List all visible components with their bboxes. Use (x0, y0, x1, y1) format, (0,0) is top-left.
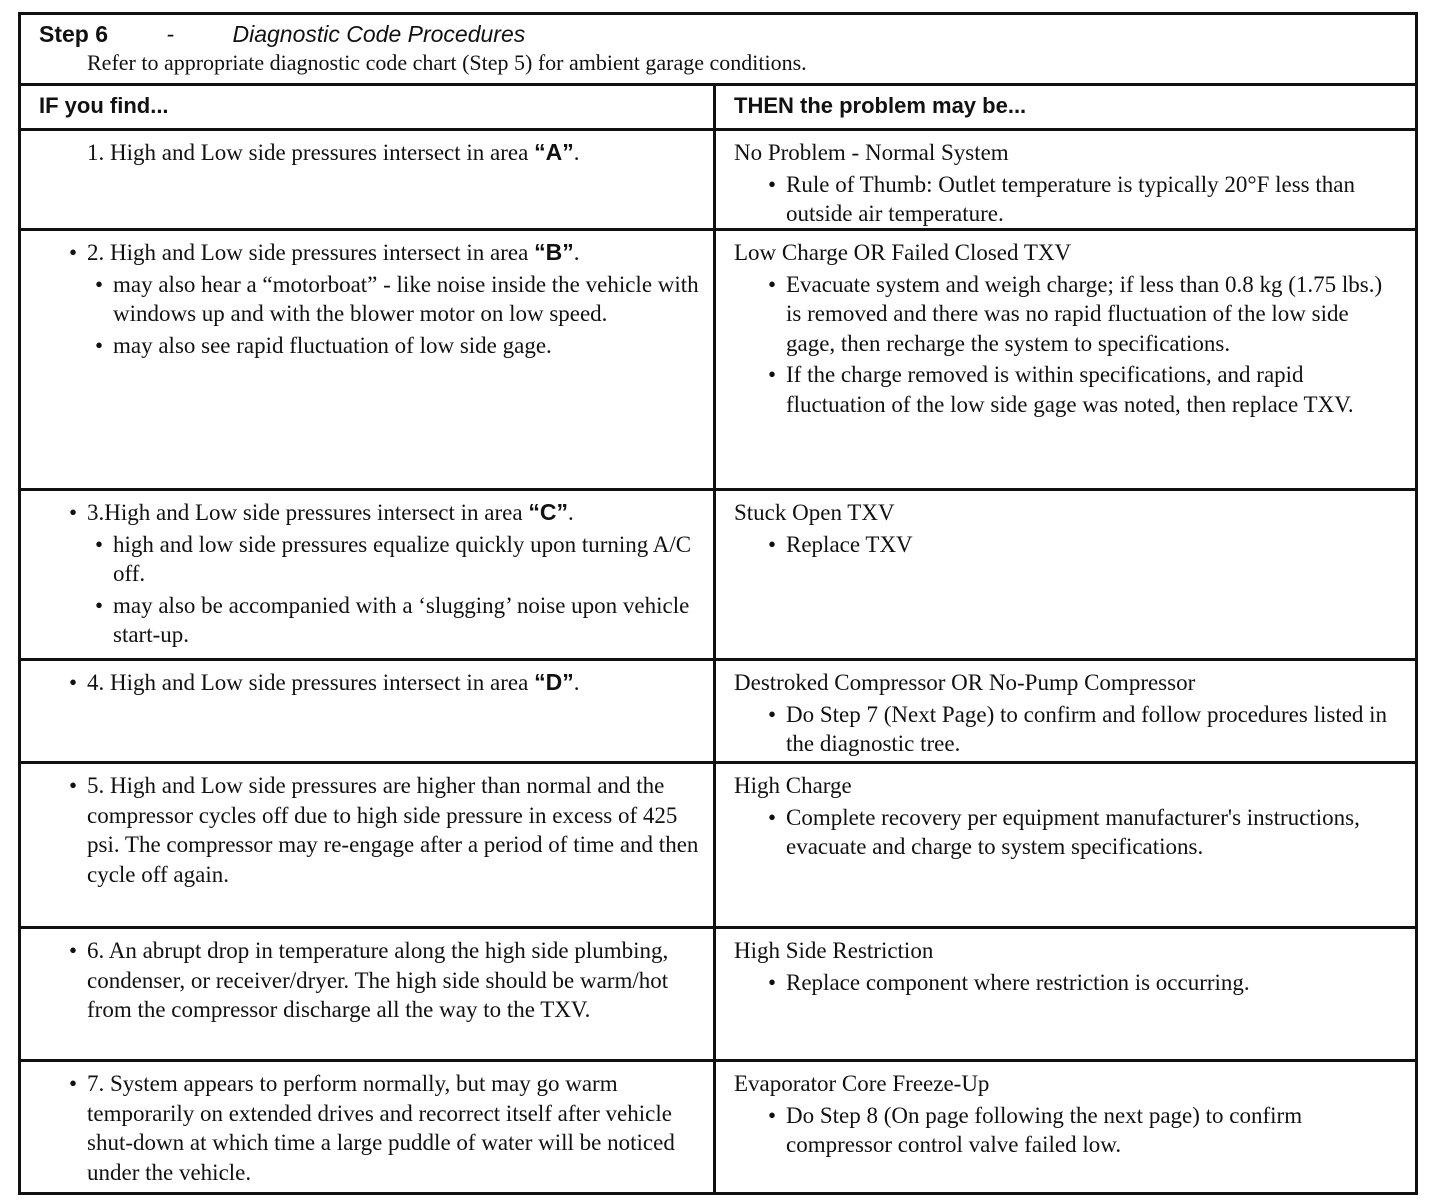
finding-cell (21, 661, 716, 761)
area-label: “B” (534, 239, 574, 265)
bullet-icon: • (69, 670, 78, 695)
finding-description: 2. High and Low side pressures intersect in area (87, 240, 535, 265)
corrective-action-text: Replace TXV (786, 531, 913, 557)
problem-title: Stuck Open TXV (734, 500, 895, 525)
step-number: Step 6 (39, 21, 109, 47)
finding-detail (61, 331, 699, 361)
area-label: “C” (528, 499, 568, 525)
bullet-icon: • (95, 271, 104, 297)
finding-cell (21, 131, 716, 228)
problem-cell (716, 131, 1415, 228)
finding-text (61, 1069, 699, 1187)
bullet-icon: • (95, 592, 104, 618)
bullet-icon: • (768, 804, 777, 830)
finding-cell (21, 491, 716, 658)
finding-text (61, 238, 699, 268)
finding-cell (21, 764, 716, 926)
area-label: “A” (534, 139, 574, 165)
table-row (21, 929, 1415, 1062)
corrective-action-text: Do Step 8 (On page following the next page) to confirm compressor control valve failed low. (786, 1102, 1303, 1157)
bullet-icon: • (95, 531, 104, 557)
finding-description: 4. High and Low side pressures intersect in area (87, 670, 535, 695)
bullet-icon: • (69, 500, 78, 525)
problem-cell (716, 929, 1415, 1059)
corrective-action (734, 1101, 1399, 1160)
bullet-icon: • (69, 1071, 78, 1096)
finding-punctuation: . (567, 500, 574, 525)
table-row (21, 661, 1415, 764)
bullet-icon: • (69, 773, 78, 798)
step-note: Refer to appropriate diagnostic code chart (Step 5) for ambient garage conditions. (87, 50, 807, 75)
finding-detail-text: may also be accompanied with a ‘slugging’ noise upon vehicle start-up. (113, 592, 690, 647)
bullet-icon: • (95, 332, 104, 358)
finding-detail-text: may also hear a “motorboat” - like noise inside the vehicle with windows up and with the blower motor on low speed. (113, 271, 699, 326)
step-title (39, 19, 1415, 49)
problem-cell (716, 491, 1415, 658)
bullet-icon: • (69, 938, 78, 963)
problem-title: High Charge (734, 773, 852, 798)
finding-description: 3.High and Low side pressures intersect in area (87, 500, 529, 525)
table-body (21, 131, 1415, 1192)
bullet-icon: • (768, 271, 777, 297)
finding-cell (21, 929, 716, 1059)
finding-detail (61, 270, 699, 329)
finding-description: 7. System appears to perform normally, but may go warm temporarily on extended drives and recorrect itself after vehicle shut-down at which time a large puddle of water will be noticed under the vehicle. (87, 1071, 675, 1185)
finding-punctuation: . (573, 140, 580, 165)
corrective-action-text: Do Step 7 (Next Page) to confirm and follow procedures listed in the diagnostic tree. (786, 701, 1388, 756)
column-headers (21, 86, 1415, 131)
problem-title: Evaporator Core Freeze-Up (734, 1071, 990, 1096)
problem-title: Low Charge OR Failed Closed TXV (734, 240, 1072, 265)
diagnostic-procedures-table (18, 12, 1418, 1195)
table-row (21, 491, 1415, 661)
finding-punctuation: . (573, 670, 580, 695)
finding-text (61, 771, 699, 889)
step-header (21, 15, 1415, 86)
problem-title: Destroked Compressor OR No-Pump Compressor (734, 670, 1196, 695)
finding-detail (61, 530, 699, 589)
table-row (21, 1062, 1415, 1192)
bullet-icon: • (768, 969, 777, 995)
finding-description: 6. An abrupt drop in temperature along the high side plumbing, condenser, or receiver/dryer. The high side should be warm/hot from the compressor discharge all the way to the TXV. (87, 938, 669, 1022)
bullet-icon: • (768, 701, 777, 727)
problem-cell (716, 231, 1415, 488)
corrective-action (734, 360, 1399, 419)
corrective-action (734, 803, 1399, 862)
finding-detail-text: may also see rapid fluctuation of low side gage. (113, 332, 552, 358)
finding-text (61, 936, 699, 1025)
finding-text (61, 498, 699, 528)
step-separator: - (160, 21, 181, 47)
problem-title: High Side Restriction (734, 938, 934, 963)
table-row (21, 231, 1415, 491)
bullet-icon: • (768, 1102, 777, 1128)
finding-description: 1. High and Low side pressures intersect in area (87, 140, 535, 165)
bullet-icon: • (69, 240, 78, 265)
problem-cell (716, 1062, 1415, 1192)
problem-cell (716, 764, 1415, 926)
finding-detail (61, 591, 699, 650)
corrective-action (734, 700, 1399, 759)
table-row (21, 764, 1415, 929)
corrective-action-text: Complete recovery per equipment manufacturer's instructions, evacuate and charge to system specifications. (786, 804, 1360, 859)
problem-title: No Problem - Normal System (734, 140, 1009, 165)
if-column-header: IF you find... (21, 86, 716, 128)
problem-cell (716, 661, 1415, 761)
bullet-icon: • (768, 362, 777, 387)
finding-punctuation: . (573, 240, 580, 265)
corrective-action-text: Evacuate system and weigh charge; if less than 0.8 kg (1.75 lbs.) is removed and there was no rapid fluctuation of the low side gage, then recharge the system to specifications. (786, 271, 1383, 356)
bullet-icon: • (768, 531, 777, 557)
corrective-action-text: Replace component where restriction is occurring. (786, 969, 1250, 995)
finding-detail-text: high and low side pressures equalize quickly upon turning A/C off. (113, 531, 692, 586)
corrective-action-text: If the charge removed is within specifications, and rapid fluctuation of the low side gage was noted, then replace TXV. (786, 362, 1354, 417)
area-label: “D” (534, 669, 574, 695)
finding-description: 5. High and Low side pressures are higher than normal and the compressor cycles off due to high side pressure in excess of 425 psi. The compressor may re-engage after a period of time and then cycle off again. (87, 773, 699, 887)
corrective-action (734, 270, 1399, 359)
corrective-action-text: Rule of Thumb: Outlet temperature is typically 20°F less than outside air temperature. (786, 171, 1355, 226)
table-row (21, 131, 1415, 231)
bullet-icon: • (768, 171, 777, 197)
finding-text (61, 138, 699, 168)
corrective-action (734, 530, 1399, 560)
step-name: Diagnostic Code Procedures (232, 21, 526, 47)
finding-cell (21, 1062, 716, 1192)
finding-text (61, 668, 699, 698)
corrective-action (734, 170, 1399, 229)
corrective-action (734, 968, 1399, 998)
then-column-header: THEN the problem may be... (734, 93, 1027, 118)
finding-cell (21, 231, 716, 488)
